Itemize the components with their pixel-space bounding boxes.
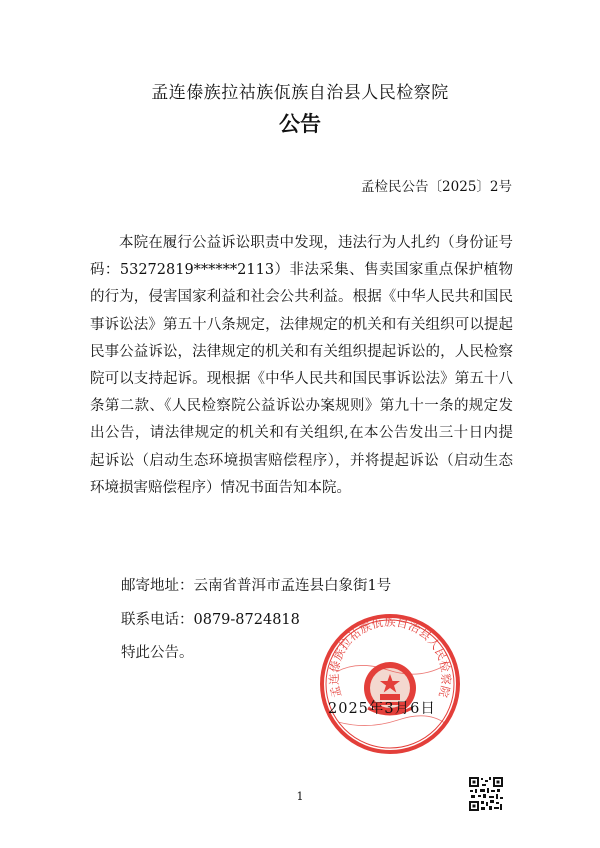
- announcement-paragraph: 本院在履行公益诉讼职责中发现，违法行为人扎约（身份证号码：53272819******2113）非法采集、售卖国家重点保护植物的行为，侵害国家利益和社会公共利益。根据《中华人民共和国民事诉讼法》第五十八条规定，法律规定的机关和有关组织可以提起民事公益诉讼，法律规定的机关和有关组织提起诉讼的，人民检察院可以支持起诉。现根据《中华人民共和国民事诉讼法》第五十八条第二款、《人民检察院公益诉讼办案规则》第九十一条的规定发出公告，请法律规定的机关和有关组织,在本公告发出三十日内提起诉讼（启动生态环境损害赔偿程序），并将提起诉讼（启动生态环境损害赔偿程序）情况书面告知本院。: [90, 235, 513, 496]
- seal-text: 孟连傣族拉祜族佤族自治县人民检察院: [326, 614, 454, 700]
- page-number: 1: [296, 790, 304, 803]
- mailing-address: 邮寄地址：云南省普洱市孟连县白象街1号: [121, 578, 392, 594]
- closing-remark: 特此公告。: [121, 645, 194, 661]
- issuing-organization: 孟连傣族拉祜族佤族自治县人民检察院: [151, 83, 449, 103]
- official-seal: [318, 612, 462, 756]
- issue-date: 2025年3月6日: [328, 701, 436, 717]
- contact-phone: 联系电话：0879-8724818: [121, 612, 300, 628]
- qr-code-icon: [468, 776, 504, 812]
- document-number: 孟检民公告〔2025〕2号: [361, 179, 512, 195]
- document-title: 公告: [279, 112, 321, 136]
